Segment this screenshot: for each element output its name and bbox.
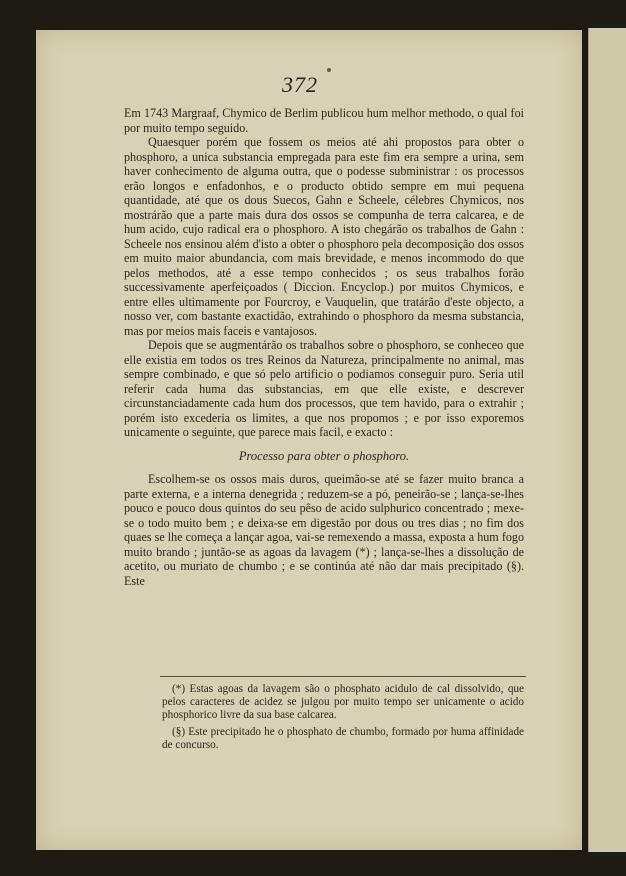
footnote-1-mark: (*) [172,683,186,695]
paragraph-intro: Em 1743 Margraaf, Chymico de Berlim publicou hum melhor methodo, o qual foi por muito tempo seguido. [124,106,524,135]
section-heading: Processo para obter o phosphoro. [238,448,410,463]
paragraph-history: Quaesquer porém que fossem os meios até ahi propostos para obter o phosphoro, a unica substancia empregada para este fim era sempre a urina, sem haver conhecimento de alguma outra, que o podesse subministrar : os processos erão longos e enfadonhos, e o producto obtido sempre em mui pequena quantidade, até que os dous Suecos, Gahn e Scheele, célebres Chymicos, nos mostrárão que a parte mais dura dos ossos se compunha de terra calcarea, e de hum acido, cujo radical era o phosphoro. A isto chegárão os trabalhos de Gahn : Scheele nos ensinou além d'isto a obter o phosphoro pela decomposição dos ossos em muito maior abundancia, com mais brevidade, e menos incommodo do que pelos methodos, até a esse tempo conhecidos ; os seus trabalhos forão successivamente aperfeiçoados ( Diccion. Encyclop.) por muitos Chymicos, e entre elles ultimamente por Fourcroy, e Vauquelin, que tratárão d'este objecto, a nosso ver, com bastante exactidão, extrahindo o phosphoro da mesma substancia, mas por meios mais faceis e vantajosos. [124,135,524,338]
pin-hole-mark [327,68,331,72]
footnote-1 [162,683,524,723]
footnote-2-text: Este precipitado he o phosphato de chumbo, formado por huma affinidade de concurso. [162,725,525,751]
page-number: 372 [282,72,318,97]
footnote-2 [162,726,524,752]
footnote-2-mark: (§) [172,725,186,738]
footnotes [162,683,524,755]
paragraph-process: Escolhem-se os ossos mais duros, queimão-se até se fazer muito branca a parte externa, e a interna denegrida ; reduzem-se a pó, peneirão-se ; lança-se-lhes pouco e pouco dous quintos do seu pêso de acido sulphurico concentrado ; mexe-se o todo muito bem ; e deixa-se em digestão por dous ou tres dias ; no fim dos quaes se lhe começa a lançar agoa, vai-se remexendo a massa, exposta a hum fogo muito brando ; juntão-se as agoas da lavagem (*) ; lança-se-lhes a dissolução de acetito, ou muriato de chumbo ; e se continúa até não dar mais precipitado (§). Este [124,472,524,588]
footnote-divider [160,676,526,677]
paragraph-kingdoms: Depois que se augmentárão os trabalhos sobre o phosphoro, se conheceo que elle existia em todos os tres Reinos da Natureza, principalmente no animal, mas sempre combinado, e que só pelo artificio o podiamos conseguir puro. Seria util referir cada huma das substancias, em que elle existe, e descrever circunstanciadamente cada hum dos processos, que tem havido, para o extrahir ; porém isto excederia os limites, a que nos propomos ; e por isso exporemos unicamente o seguinte, que parece mais facil, e exacto : [124,338,524,439]
main-text [124,106,524,588]
adjacent-page-edge [588,28,626,852]
footnote-1-text: Estas agoas da lavagem são o phosphato acidulo de cal dissolvido, que pelos caracteres de acidez se julgou por muito tempo ser unicamente o acido phosphorico livre da sua base calcarea. [162,683,524,722]
